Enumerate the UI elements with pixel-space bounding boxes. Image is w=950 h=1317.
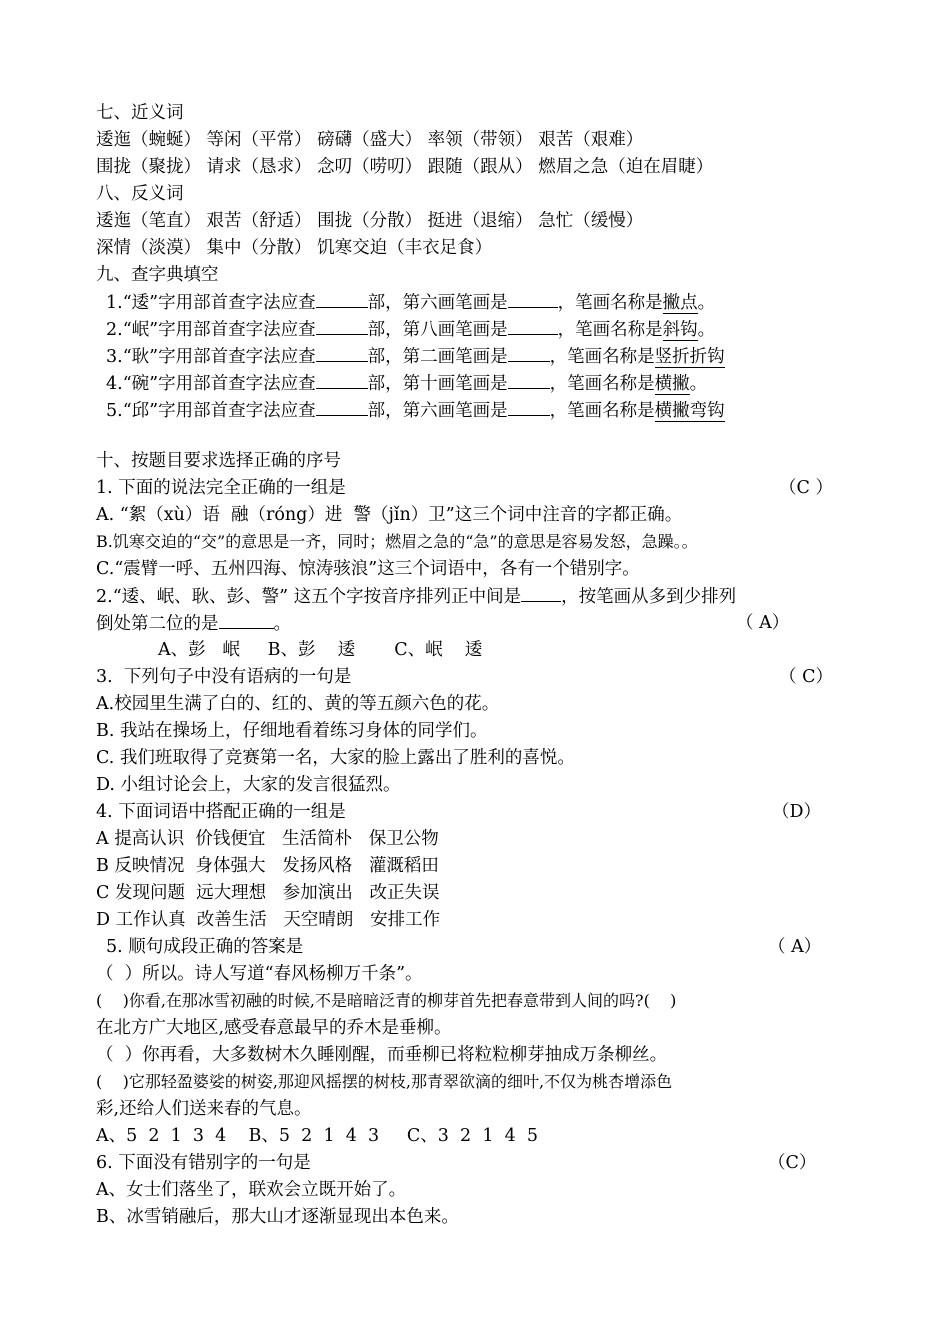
dictionary-item-4: 4.“碗”字用部首查字法应查 部，第十画笔画是 ，笔画名称是横撇。	[106, 370, 707, 397]
question-2-options: A、彭 岷 B、彭 逶 C、岷 逶	[158, 640, 483, 660]
question-3-stem: 3. 下列句子中没有语病的一句是	[96, 667, 352, 687]
question-5-line-4: （ ）你再看，大多数树木久睡刚醒，而垂柳已将粒粒柳芽抽成万条柳丝。	[96, 1045, 668, 1065]
answer: 撇点	[662, 293, 698, 313]
question-6-option-a: A、女士们落坐了，联欢会立既开始了。	[96, 1180, 407, 1200]
question-5-answer: （ A）	[768, 937, 822, 957]
question-1-answer: （C ）	[779, 478, 833, 498]
question-4-stem: 4. 下面词语中搭配正确的一组是	[96, 802, 346, 822]
section-10-title: 十、按题目要求选择正确的序号	[96, 451, 341, 471]
question-2-line-2: 倒处第二位的是 。	[96, 610, 291, 637]
synonyms-row-2: 围拢（聚拢） 请求（恳求） 念叨（唠叨） 跟随（跟从） 燃眉之急（迫在眉睫）	[96, 157, 714, 177]
question-5-options: A、5 2 1 3 4 B、5 2 1 4 3 C、3 2 1 4 5	[96, 1126, 538, 1146]
question-4-option-b: B 反映情况 身体强大 发扬风格 灌溉稻田	[96, 856, 439, 876]
blank	[316, 316, 368, 335]
blank	[316, 397, 368, 416]
blank	[521, 583, 561, 602]
question-1-stem: 1. 下面的说法完全正确的一组是	[96, 478, 346, 498]
question-4-option-c: C 发现问题 远大理想 参加演出 改正失误	[96, 883, 440, 903]
dictionary-item-1: 1.“逶”字用部首查字法应查 部，第六画笔画是 ，笔画名称是撇点。	[106, 289, 715, 316]
question-6-option-b: B、冰雪销融后，那大山才逐渐显现出本色来。	[96, 1207, 459, 1227]
question-4-option-a: A 提高认识 价钱便宜 生活简朴 保卫公物	[96, 829, 439, 849]
question-4-option-d: D 工作认真 改善生活 天空晴朗 安排工作	[96, 910, 441, 930]
synonyms-row-1: 逶迤（蜿蜒） 等闲（平常） 磅礴（盛大） 率领（带领） 艰苦（艰难）	[96, 130, 644, 150]
question-5-stem: 5. 顺句成段正确的答案是	[106, 937, 304, 957]
antonyms-row-1: 逶迤（笔直） 艰苦（舒适） 围拢（分散） 挺进（退缩） 急忙（缓慢）	[96, 211, 644, 231]
antonyms-row-2: 深情（淡漠） 集中（分散） 饥寒交迫（丰衣足食）	[96, 238, 493, 258]
question-1-option-c: C.“震臂一呼、五州四海、惊涛骇浪”这三个词语中，各有一个错别字。	[96, 559, 640, 579]
answer: 竖折折钩	[654, 347, 725, 367]
blank	[508, 343, 550, 362]
blank	[219, 610, 274, 629]
question-5-line-3: 在北方广大地区,感受春意最早的乔木是垂柳。	[96, 1018, 452, 1038]
answer: 横撇弯钩	[654, 401, 725, 421]
question-5-line-2: ( )你看,在那冰雪初融的时候,不是暗暗泛青的柳芽首先把春意带到人间的吗?( )	[96, 991, 677, 1010]
question-3-option-d: D. 小组讨论会上，大家的发言很猛烈。	[96, 775, 401, 795]
question-5-line-6: 彩,还给人们送来春的气息。	[96, 1099, 312, 1119]
question-5-line-1: （ ）所以。诗人写道“春风杨柳万千条”。	[96, 964, 423, 984]
question-3-option-b: B. 我站在操场上，仔细地看着练习身体的同学们。	[96, 721, 488, 741]
question-3-answer: （ C）	[779, 667, 833, 687]
section-9-title: 九、查字典填空	[96, 265, 219, 285]
blank	[508, 397, 550, 416]
question-4-answer: （D）	[772, 802, 822, 822]
question-5-line-5: ( )它那轻盈婆娑的树姿,那迎风摇摆的树枝,那青翠欲滴的细叶,不仅为桃杏增添色	[96, 1072, 673, 1091]
question-1-option-a: A. “絮（xù）语 融（róng）进 警（jǐn）卫”这三个词中注音的字都正确。	[96, 505, 683, 525]
question-2-answer: （ A）	[736, 613, 790, 633]
question-6-answer: （C）	[768, 1153, 817, 1173]
blank	[316, 343, 368, 362]
dictionary-item-2: 2.“岷”字用部首查字法应查 部，第八画笔画是 ，笔画名称是斜钩。	[106, 316, 715, 343]
section-8-title: 八、反义词	[96, 184, 184, 204]
blank	[508, 289, 558, 308]
blank	[316, 289, 368, 308]
blank	[508, 370, 550, 389]
question-3-option-a: A.校园里生满了白的、红的、黄的等五颜六色的花。	[96, 694, 500, 714]
question-6-stem: 6. 下面没有错别字的一句是	[96, 1153, 311, 1173]
question-1-option-b: B.饥寒交迫的“交”的意思是一齐，同时；燃眉之急的“急”的意思是容易发怒，急躁。。	[96, 532, 698, 551]
answer: 横撇	[654, 374, 690, 394]
dictionary-item-5: 5.“邱”字用部首查字法应查 部，第六画笔画是 ，笔画名称是横撇弯钩	[106, 397, 725, 424]
question-3-option-c: C. 我们班取得了竞赛第一名，大家的脸上露出了胜利的喜悦。	[96, 748, 575, 768]
answer: 斜钩	[662, 320, 698, 340]
blank	[316, 370, 368, 389]
question-2-line-1: 2.“逶、岷、耿、彭、警” 这五个字按音序排列正中间是 ，按笔画从多到少排列	[96, 583, 736, 610]
blank	[508, 316, 558, 335]
section-7-title: 七、近义词	[96, 103, 184, 123]
dictionary-item-3: 3.“耿”字用部首查字法应查 部，第二画笔画是 ，笔画名称是竖折折钩	[106, 343, 725, 370]
